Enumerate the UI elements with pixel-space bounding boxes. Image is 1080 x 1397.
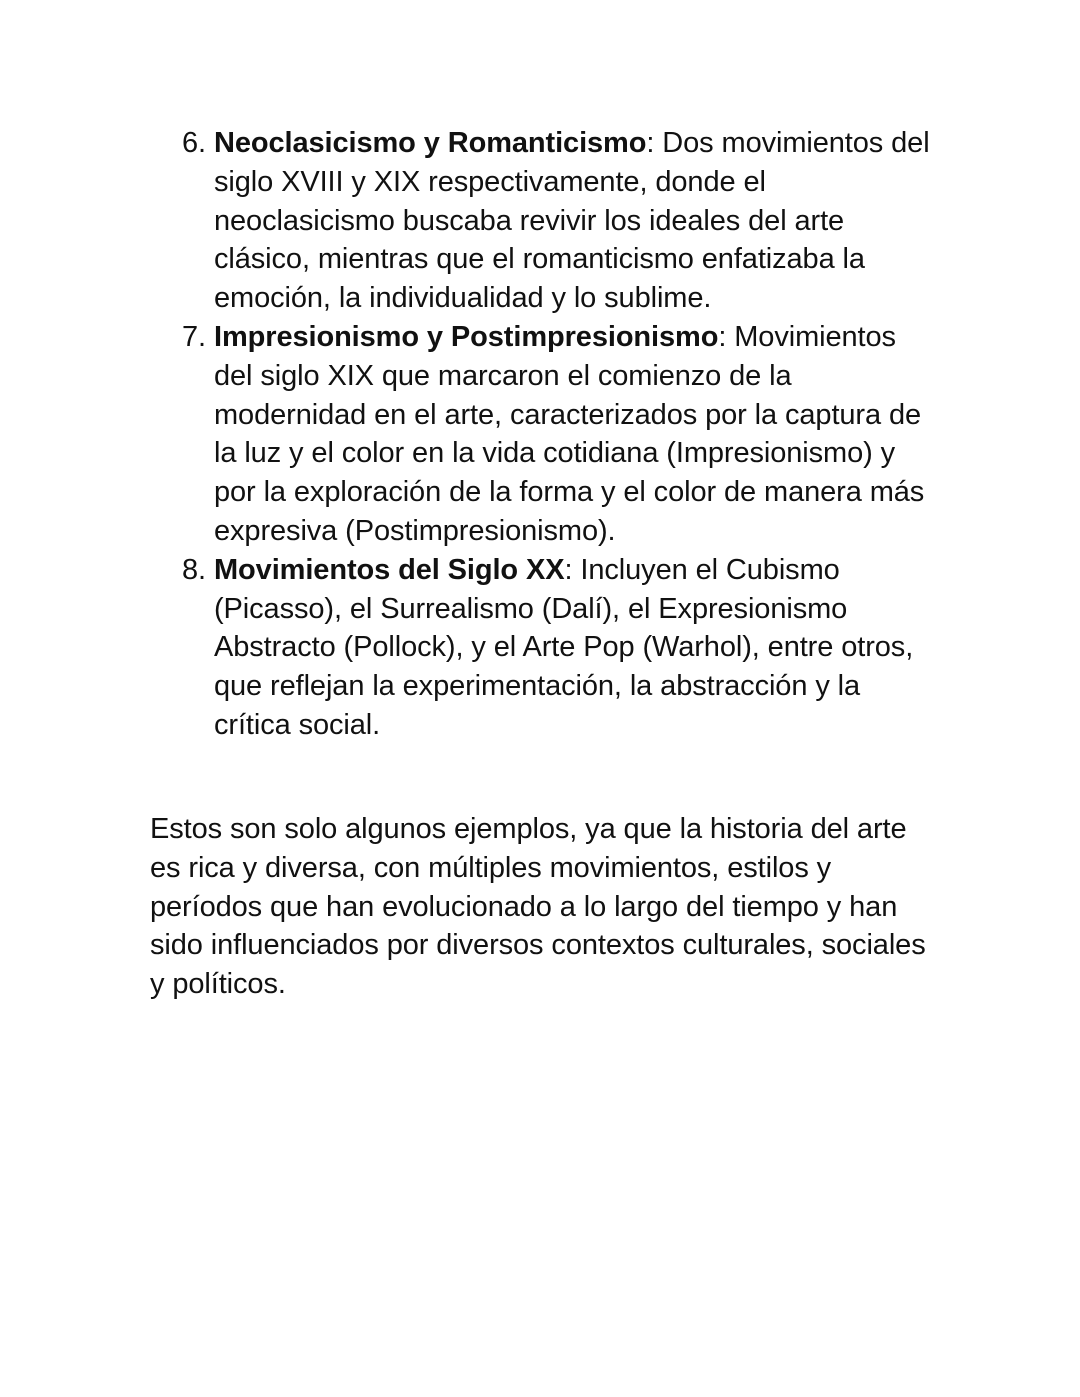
art-movements-list [182,124,942,745]
list-item-number: 8. [182,553,206,586]
list-item-siglo-xx [182,551,942,745]
list-item-text: Incluyen el Cubismo (Picasso), el Surrealismo (Dalí), el Expresionismo Abstracto (Pollock), y el Arte Pop (Warhol), entre otros, que reflejan la experimentación, la abstracción y la crítica social. [214,553,914,741]
list-item-number: 7. [182,320,206,353]
list-item-impresionismo [182,318,942,551]
list-item-term: Impresionismo y Postimpresionismo [214,320,719,353]
list-item-number: 6. [182,127,206,159]
list-item-separator: : [718,320,727,353]
list-item-term: Neoclasicismo y Romanticismo [214,127,647,159]
list-item-text: Dos movimientos del siglo XVIII y XIX respectivamente, donde el neoclasicismo buscaba revivir los ideales del arte clásico, mientras que el romanticismo enfatizaba la emoción, la individualidad y lo sublime. [214,127,930,315]
list-item-text: Movimientos del siglo XIX que marcaron el comienzo de la modernidad en el arte, caracterizados por la captura de la luz y el color en la vida cotidiana (Impresionismo) y por la exploración de la forma y el color de manera más expresiva (Postimpresionismo). [214,320,925,547]
list-item-separator: : [646,127,655,159]
list-item-neoclasicismo [182,124,942,318]
list-item-term: Movimientos del Siglo XX [214,553,565,586]
list-item-separator: : [564,553,573,586]
closing-paragraph: Estos son solo algunos ejemplos, ya que la historia del arte es rica y diversa, con múltiples movimientos, estilos y períodos que han evolucionado a lo largo del tiempo y han sido influenciados por diversos contextos culturales, sociales y políticos. [150,813,926,1001]
